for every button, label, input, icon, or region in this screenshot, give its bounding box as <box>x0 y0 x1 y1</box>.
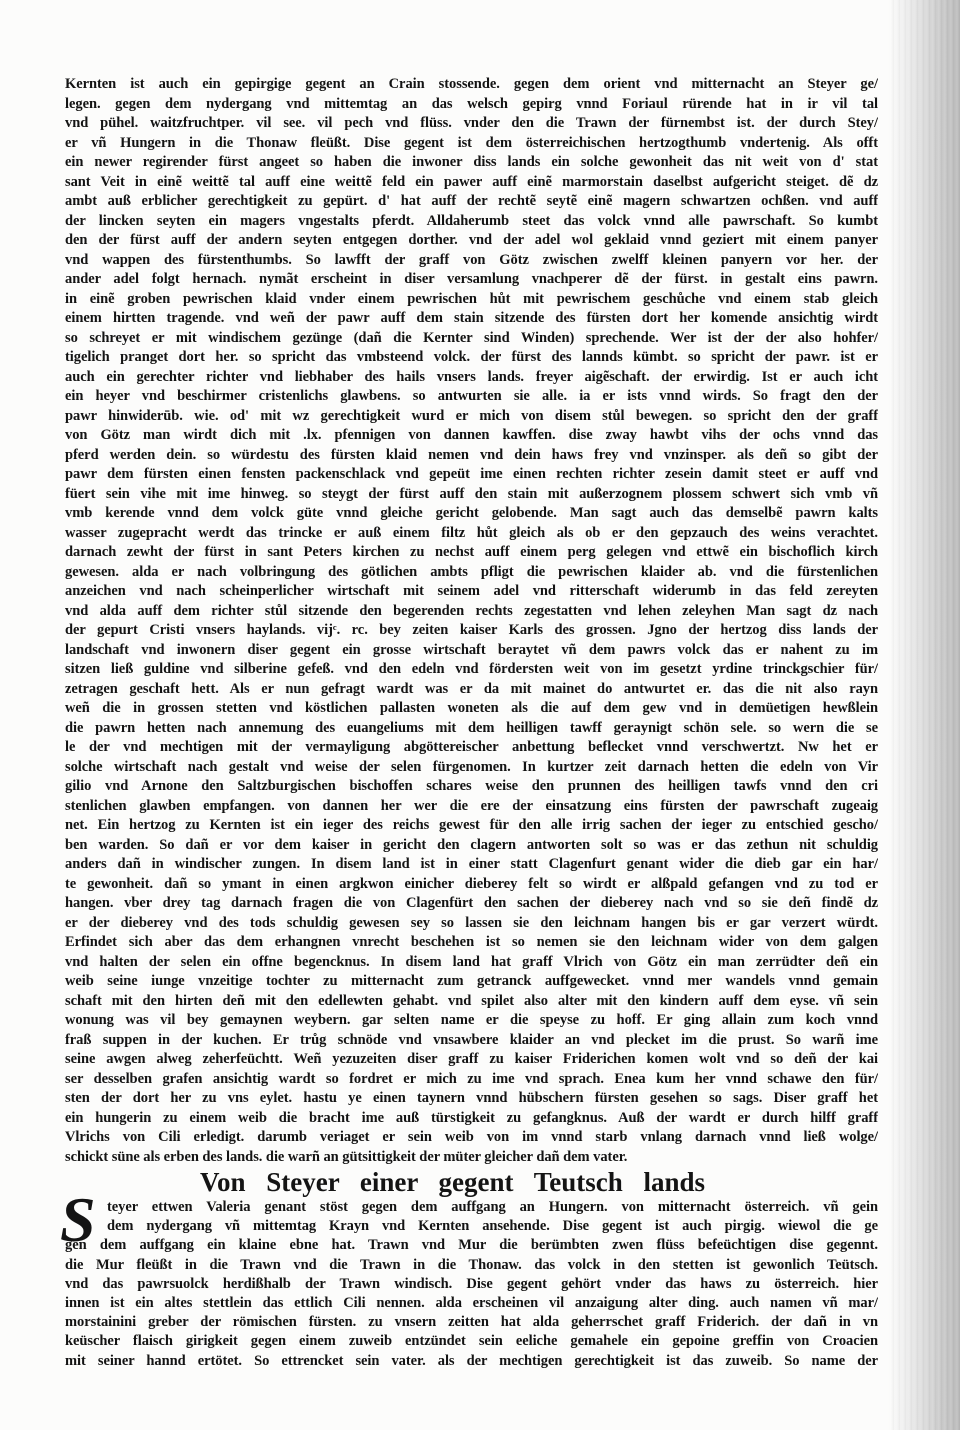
text-line: wasser zugepracht werdt das trincke er auß einem filtz hůt gleich als ob er den gepzauch des weins verachtet. <box>65 524 878 541</box>
text-line: ein hungerin zu einem weib die bracht ime auß türstigkeit zu gefangknus. Auß der wardt er durch hilff graff <box>65 1109 878 1126</box>
text-line: Erfindet sich aber das dem erhangnen vnrecht beschehen ist so nemen sie den leichnam wider von dem galgen <box>65 934 878 950</box>
text-line: wonung was vil bey gemaynen weybern. gar selten name er die speyse zu hoff. Er ging allain zum koch vnnd <box>65 1012 878 1028</box>
text-line: der gepurt Cristi vnsers haylands. vijᶜ. rc. bey zeiten kaiser Karls des grossen. Jgno der hertzog diss lands der <box>65 622 878 638</box>
text-line: zetragen geschaft hett. Als er nun gefragt wardt was er da mit mainet do antwurtet er. das die nit also rayn <box>65 680 878 697</box>
text-line: ser desselben grafen ansichtig wardt so fordret er mich zu ime vnd sprach. Enea kum her vnnd schawe den für/ <box>65 1070 878 1087</box>
page-binding-edge <box>888 0 960 1430</box>
text-line: le der vnd mechtigen mit der vermayligung abgöttereischer anbettung beflecket vnnd verschwertzt. Nw het er <box>65 739 878 755</box>
text-line: teyer ettwen Valeria genant stöst gegen dem auffgang an Hungern. von mitternacht österreich. vñ gein <box>107 1199 878 1215</box>
text-line: einem hirtten tragende. vnd weñ der pawr auff dem stain sitzende des fürsten dort her komende ansichtig wirdt <box>65 310 878 326</box>
text-line: von Götz man wirdt dich mit .lx. pfennigen von dannen kawffen. dise zway hawbt vihs der ochs vnnd das <box>65 427 878 443</box>
text-line: ben warden. So dañ er vor dem kaiser in gericht den clagern antworten solt so was er das zethun nit schuldig <box>65 836 878 853</box>
text-line: dem nydergang vñ mittemtag Krayn vnd Kernten ansehende. Dise gegent ist auch pirgig. wiewol die ge <box>107 1218 878 1235</box>
text-line: morstainini greber der römischen fürsten. zu vnsern zeitten hat alda geherrschet graff Friderich. der dañ in vn <box>65 1314 878 1331</box>
text-line: pawr hinwiderūb. wie. od' mit wz gerechtigkeit wurd er mich von disem stůl bewegen. so spricht den der graff <box>65 407 878 424</box>
text-line: er vñ Hungern in die Thonaw fleüßt. Dise gegent ist dem österreichischen hertzogthumb vndertenig. Als offt <box>65 134 878 151</box>
text-line: hangen. vber drey tag darnach fragen die von Clagenfürt den sachen der dieberey nach vnd so sie deñ findẽ dz <box>65 895 878 911</box>
text-line: ein newer regirender fürst angeet so haben die inwoner diss lands ein solche gewonheit das nit weit von d' stat <box>65 154 878 170</box>
text-line: Kernten ist auch ein gepirgige gegent an Crain stossende. gegen dem orient vnd mitternacht an Steyer ge/ <box>65 76 878 92</box>
text-line: er der dieberey vnd des tods schuldig gewesen sey so lassen sie den leichnam hangen bis er gar verzert würdt. <box>65 914 878 931</box>
text-line: gewesen. alda er nach volbringung des götlichen ambts pfligt die pewrischen klaider ab. vnd die fürstenlichen <box>65 563 878 580</box>
text-line: füert sein vihe mit ime hinweg. so steygt der fürst auff den stain mit außerzognem plossem schwert sich vmb vñ <box>65 485 878 502</box>
text-line: stenlichen glawben empfangen. von dannen her wer die ere der einsatzung eins fürsten der pawrschaft zugeaig <box>65 797 878 814</box>
text-line: vnd wappen des fürstenthumbs. So lawfft der graff von Götz zwischen zwelff kleinen panyern vor her. der <box>65 251 878 268</box>
body-text-section-kernten <box>65 75 878 1167</box>
text-line: solche wirtschaft nach gestalt vnd weise der selen fürgenomen. In kurtzer zeit darnach hetten die edeln von Vir <box>65 758 878 775</box>
text-line: ander adel folgt hernach. nymãt erscheint in diser versamlung vnachperer dẽ der fürst. in gestalt eins pawrn. <box>65 271 878 287</box>
text-line: innen ist ein altes stettlein das ettlich Cili nennen. alda erscheinen vil anzaigung alter ding. auch namen vñ mar/ <box>65 1294 878 1311</box>
text-line: vnd pühel. waitzfruchtper. vil see. vil pech vnd flüss. vnder den die Trawn der fürnembst ist. der durch Stey/ <box>65 115 878 131</box>
text-line: anders dañ in windischer zungen. In disem land ist in einer statt Clagenfurt genant wider die dieb gar ein har/ <box>65 856 878 872</box>
section-heading: Von Steyer einer gegent Teutsch lands <box>200 1167 705 1197</box>
text-line: net. Ein hertzog zu Kernten ist ein ieger des reichs gewest für den alle irrig sachen der ieger zu entschied gescho/ <box>65 817 878 833</box>
text-line: gen dem auffgang ein klaine ebne hat. Trawn vnd Mur die berümbten zwen flüss befeüchtigen dise gegennt. <box>65 1237 878 1254</box>
text-line: anzeichen vnd nach scheinperlicher wirtschaft mit seinem adel vnd ritterschaft widerumb in das feld zereyten <box>65 583 878 599</box>
text-line: vnd alda auff dem richter stůl sitzende den begerenden rechts zegestatten vnd lehen zeleyhen Man sagt dz nach <box>65 602 878 619</box>
text-line: in einẽ groben pewrischen klaid vnder einem pewrischen hůt mit pewrischem geschůche vnd einem stab gleich <box>65 290 878 307</box>
text-line: tigelich pranget dort her. so spricht das vmbsteend volck. der fürst des lannds kümbt. so spricht der pawr. ist er <box>65 349 878 365</box>
text-line: pferd werden dein. so würdestu des fürsten klaid nemen vnd dein haws frey vnd vnzinsper. als deñ so gibt der <box>65 446 878 463</box>
text-line: ambt auß erblicher gerechtigkeit zu gepürt. d' hat auff der rechtẽ seytẽ einẽ magern schwartzen ochßen. vnd auff <box>65 193 878 209</box>
text-line: mit seiner hannd ertötet. So ettrencket sein vater. als der mechtigen gerechtigkeit ist das zuweib. So name der <box>65 1352 878 1369</box>
text-line: keüscher flaisch girigkeit gegen einem zuweib entzündet sein eeliche gemahele ein gepoine greffin von Croacien <box>65 1333 878 1350</box>
text-line: darnach zewht der fürst in sant Peters kirchen zu nechst auff einem perg gelegen vnd ettwẽ ein bischoflich kirch <box>65 544 878 560</box>
text-line: vnd halten der selen ein offne begencknus. In disem land hat graff Vlrich von Götz ein man zerrüdter deñ ein <box>65 953 878 970</box>
drop-cap-initial: S <box>60 1184 96 1255</box>
text-line: seine awgen alweg zeherfeüchtt. Weñ yezuzeiten diser graff zu kaiser Friderichen komen wolt vnd so deñ der kai <box>65 1051 878 1067</box>
text-line: vnd das pawrsuolck herdißhalb der Trawn windisch. Dise gegent gehört vnder das haws zu österreich. hier <box>65 1275 878 1292</box>
text-line: Vlrichs von Cili erledigt. darumb veriaget er sein weib von im vnnd starb vnlang darnach vnnd ließ wolge/ <box>65 1129 878 1145</box>
text-line: sant Veit in einẽ weittẽ tal auff eine weittẽ feld ein pawer auff einẽ marmorstain daselbst aufgericht steiget. dẽ dz <box>65 173 878 190</box>
text-line: landschaft vnd inwonern diser gegent ein grosse wirtschaft beraytet vñ dem pawrs volck das er nahent zu im <box>65 641 878 658</box>
text-line: schaft mit den hirten deñ mit den edellewten gehabt. vnd spilet also alter mit den kindern auff dem eyse. vñ sein <box>65 992 878 1009</box>
text-line: gilio vnd Arnone den Saltzburgischen bischoffen schares weise den prunnen des heilligen tawfs vnnd den cri <box>65 778 878 794</box>
text-line: sitzen ließ guldine vnd silberine gefeß. vnd den edeln vnd fördersten weit von im gesetzt yrdine trinckgschier für/ <box>65 661 878 677</box>
text-line: weib seine iunge vnzeitige tochter zu mitternacht zum getranck auffgewecket. vnnd mer wandels vnnd gemain <box>65 973 878 989</box>
text-line: sten der dort her zu vns eylet. hastu ye einen taynern vnnd hübschern fürsten gesehen so sags. Diser graff het <box>65 1090 878 1106</box>
text-line: weñ die in grossen stetten vnd köstlichen pallasten woneten als die auf dem gew vnd in demüetigen hewßlein <box>65 700 878 716</box>
text-line: so schreyet er mit windischem gezünge (dañ die Kernter sind Winden) sprechende. Wer ist der der also hohfer/ <box>65 329 878 346</box>
text-line: legen. gegen dem nydergang vnd mittemtag an das welsch gepirg vnnd Foriaul rürende hat in ir vil tal <box>65 95 878 112</box>
text-line: die Mur fleüßt in die Trawn vnd die Trawn in die Thonaw. das volck in den stetten ist gewonlich Teütsch. <box>65 1256 878 1273</box>
text-line: vmb kerende vnnd dem volck güte vnnd gleiche gericht gelobende. Man sagt auch das demselbẽ pawrn kalts <box>65 505 878 521</box>
text-line: den der fürst auff der andern seyten entgegen dorther. vnd der adel wol geklaid vnnd geziert mit einem panyer <box>65 232 878 248</box>
body-text-section-steyer <box>65 1198 878 1371</box>
text-line: fraß suppen in der kuchen. Er trůg schnöde vnd vnsawbere klaider an vnd plecket im die prust. So warñ ime <box>65 1031 878 1048</box>
text-line: ein heyer vnd beschirmer cristenlichs glawbens. so antwurten sie alle. ia er ists vnnd wirds. So fragt den der <box>65 388 878 404</box>
text-line: auch ein gerechter richter vnd liebhaber des hails vnsers lands. freyer aigẽschaft. der erwirdig. Ist er auch icht <box>65 368 878 385</box>
text-line: schickt süne als erben des lands. die warñ an gütsittigkeit der müter gleicher dañ dem vater. <box>65 1148 628 1165</box>
text-line: pawr dem fürsten einen fensten packenschlack vnd gepeüt ime einen rechten richter zesein damit steet er auff vnd <box>65 466 878 482</box>
text-line: te gewonheit. dañ so ymant in einen argkwon einicher dieberey felt so wirdt er alßpald gefangen vnd zu tod er <box>65 875 878 892</box>
text-line: die pawrn hetten nach annemung des euangeliums mit dem heilligen tawff geraynigt schön sele. so wern die se <box>65 719 878 736</box>
text-line: der lincken seyten ein magers vngestalts pferdt. Alldaherumb steet das volck vnnd alle pawrschaft. So kumbt <box>65 212 878 229</box>
